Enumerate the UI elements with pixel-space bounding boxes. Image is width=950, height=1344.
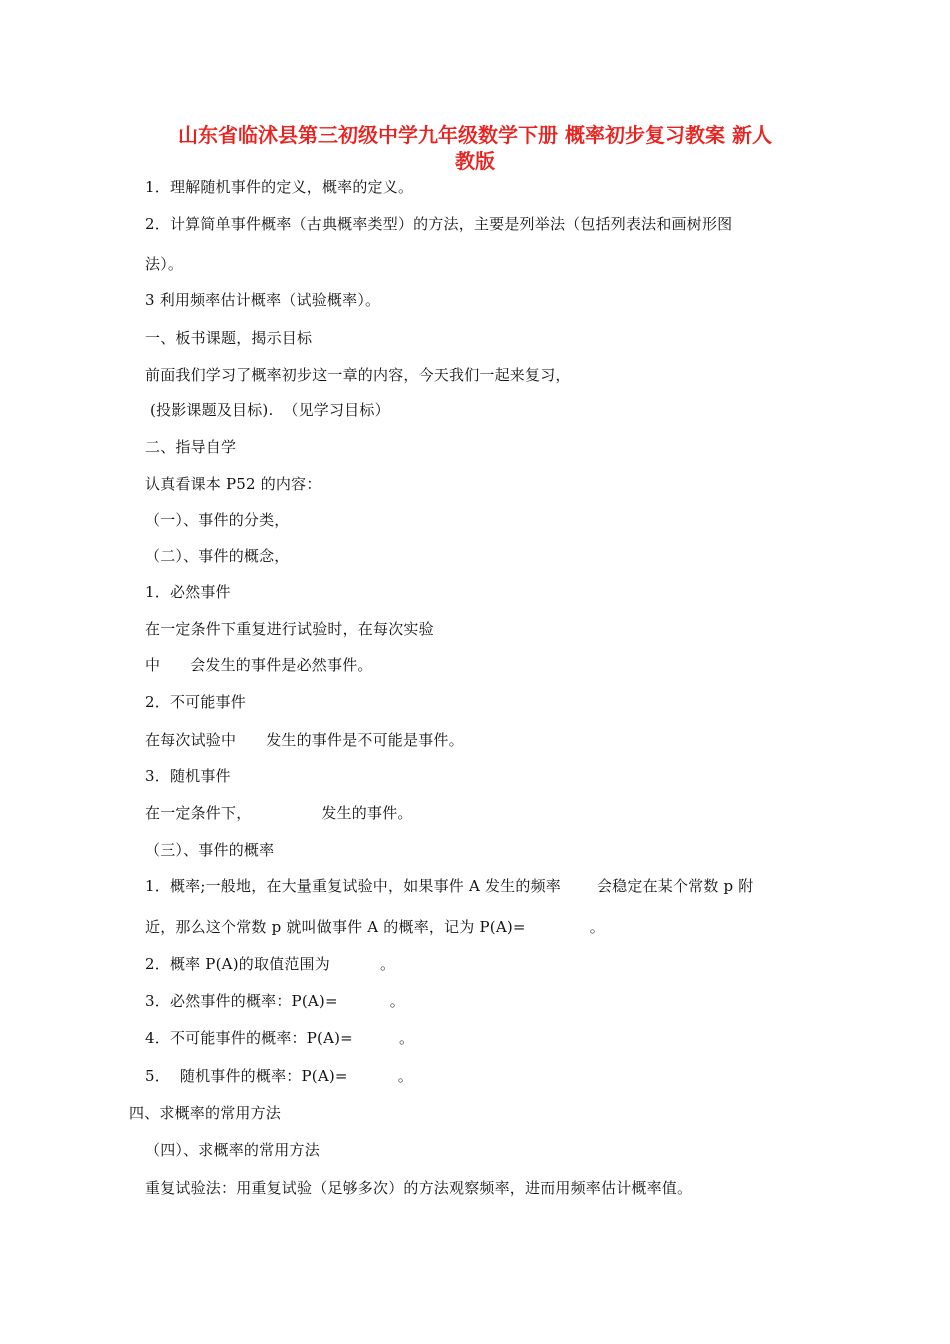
probability-definition-2b: 。	[589, 918, 605, 936]
certain-event-probability-b: 。	[389, 992, 405, 1010]
section-heading-2: 二、指导自学	[145, 438, 237, 456]
certain-event-heading: 1．必然事件	[145, 583, 231, 601]
document-title-line-1: 山东省临沭县第三初级中学九年级数学下册 概率初步复习教案 新人	[178, 123, 772, 147]
impossible-event-probability-a: 4．不可能事件的概率：P(A)=	[145, 1029, 353, 1047]
impossible-event-text	[145, 730, 464, 750]
random-event-heading: 3．随机事件	[145, 767, 231, 785]
probability-definition-1b: 会稳定在某个常数 p 附	[596, 877, 754, 895]
certain-event-probability-a: 3．必然事件的概率：P(A)=	[145, 992, 338, 1010]
probability-range-b: 。	[379, 955, 396, 973]
subsection-event-classification: （一）、事件的分类，	[145, 511, 290, 529]
impossible-event-heading: 2．不可能事件	[145, 693, 246, 711]
random-event-text-a: 在一定条件下，	[145, 804, 252, 822]
impossible-event-probability-b: 。	[398, 1029, 415, 1047]
intro-text: 前面我们学习了概率初步这一章的内容，今天我们一起来复习，	[145, 366, 571, 384]
certain-event-text-2a: 中	[145, 656, 161, 674]
objective-1: 1．理解随机事件的定义，概率的定义。	[145, 178, 414, 196]
random-event-probability-a: 5． 随机事件的概率：P(A)=	[145, 1067, 348, 1085]
objective-2-part-2: 法）。	[145, 255, 184, 273]
probability-range	[145, 954, 395, 974]
certain-event-probability	[145, 991, 405, 1011]
section-heading-4: 四、求概率的常用方法	[129, 1104, 282, 1122]
repeated-trial-method: 重复试验法：用重复试验（足够多次）的方法观察频率，进而用频率估计概率值。	[145, 1179, 693, 1197]
section-heading-1: 一、板书课题，揭示目标	[145, 329, 313, 347]
projection-note: (投影课题及目标). （见学习目标）	[145, 401, 390, 419]
impossible-event-text-a: 在每次试验中	[145, 731, 237, 749]
objective-3: 3 利用频率估计概率（试验概率）。	[145, 291, 381, 309]
random-event-probability-b: 。	[397, 1067, 413, 1085]
certain-event-text-1: 在一定条件下重复进行试验时，在每次实验	[145, 620, 434, 638]
random-event-text-b: 发生的事件。	[321, 804, 413, 822]
subsection-methods: （四）、求概率的常用方法	[145, 1141, 320, 1159]
random-event-probability	[145, 1066, 413, 1086]
impossible-event-probability	[145, 1028, 414, 1048]
probability-range-a: 2．概率 P(A)的取值范围为	[145, 955, 330, 973]
probability-definition-1	[145, 876, 754, 896]
textbook-instruction: 认真看课本 P52 的内容：	[145, 475, 322, 493]
probability-definition-2	[145, 917, 605, 937]
probability-definition-2a: 近，那么这个常数 p 就叫做事件 A 的概率，记为 P(A)=	[145, 918, 526, 936]
random-event-text	[145, 803, 413, 823]
document-title-line-2: 教版	[455, 149, 495, 173]
objective-2-part-1: 2．计算简单事件概率（古典概率类型）的方法，主要是列举法（包括列表法和画树形图	[145, 215, 733, 233]
certain-event-text-2	[145, 655, 373, 675]
probability-definition-1a: 1．概率;一般地，在大量重复试验中，如果事件 A 发生的频率	[145, 877, 561, 895]
subsection-event-probability: （三）、事件的概率	[145, 841, 275, 859]
certain-event-text-2b: 会发生的事件是必然事件。	[190, 656, 373, 674]
subsection-event-concepts: （二）、事件的概念，	[145, 547, 290, 565]
impossible-event-text-b: 发生的事件是不可能是事件。	[266, 731, 464, 749]
